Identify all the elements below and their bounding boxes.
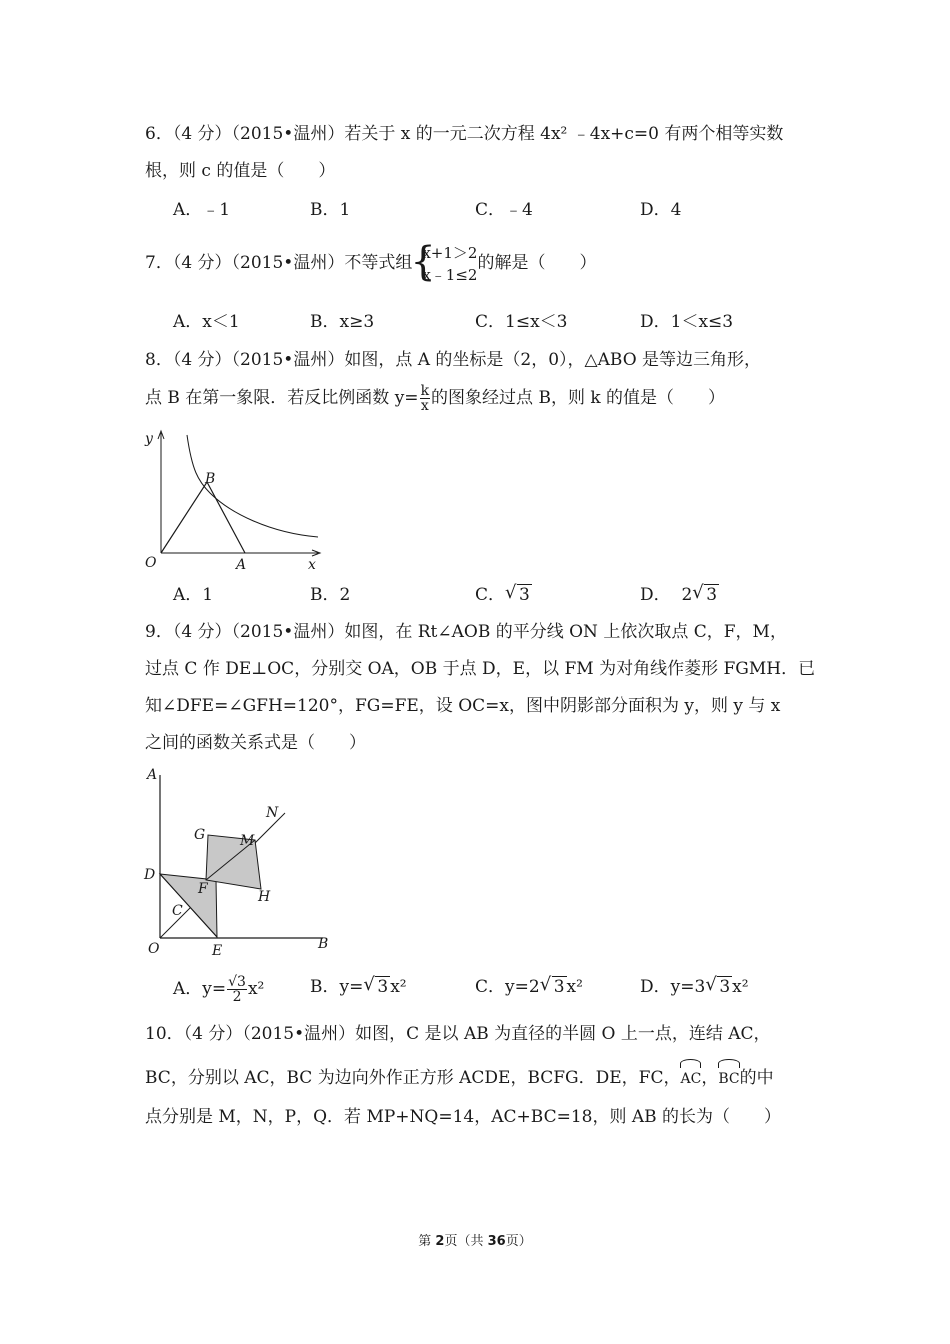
q8-option-c [475, 583, 532, 607]
sqrt-icon: √ [692, 582, 704, 603]
label-m: M [240, 833, 255, 849]
radicand: 3 [553, 977, 565, 997]
inequality-2: x﹣1≤2 [422, 265, 478, 284]
option-value: 2 [339, 585, 351, 605]
q7-option-b: B．x≥3 [310, 312, 375, 332]
q7-option-a: A．x＜1 [173, 312, 240, 332]
q8-stem-line2-prefix: 点 B 在第一象限．若反比例函数 y= [145, 388, 419, 408]
option-prefix: y=2 [505, 977, 540, 997]
q6-stem-line1: 6．（4 分）（2015•温州）若关于 x 的一元二次方程 4x² ﹣4x+c=0 有两个相等实数 [145, 124, 784, 144]
option-letter: A． [173, 585, 203, 605]
sqrt-expression [540, 975, 567, 999]
label-g: G [194, 827, 206, 843]
fraction [227, 975, 247, 1004]
q6-option-b: B．1 [310, 200, 351, 220]
q9-stem-line4: 之间的函数关系式是（ ） [145, 733, 366, 753]
footer-pre: 第 [418, 1234, 436, 1249]
radicand: 3 [519, 585, 530, 605]
radicand: 3 [706, 585, 718, 605]
sqrt-icon: √ [505, 582, 517, 603]
q7-option-c: C．1≤x＜3 [475, 312, 568, 332]
sqrt-expression [363, 975, 390, 999]
q9-option-b [310, 975, 407, 999]
label-n: N [266, 805, 279, 821]
q8-stem-line2-suffix: 的图象经过点 B，则 k 的值是（ ） [431, 388, 726, 408]
option-suffix: x² [732, 977, 749, 997]
arc-label: BC [718, 1071, 740, 1087]
inequality-1: x+1＞2 [422, 243, 478, 262]
sqrt-icon: √ [705, 974, 717, 995]
fraction-numerator: k [420, 383, 430, 399]
label-o: O [148, 941, 160, 957]
arc-icon [718, 1059, 739, 1068]
q9-figure [140, 765, 340, 960]
option-suffix: x² [566, 977, 583, 997]
label-h: H [258, 889, 271, 905]
q6-option-d: D．4 [640, 200, 682, 220]
fraction-denominator: x [420, 398, 429, 414]
option-prefix: y=3 [670, 977, 706, 997]
fraction-numerator: √3 [228, 974, 246, 990]
coefficient: 2 [681, 585, 693, 605]
arc-bc [718, 1061, 739, 1091]
page-footer [0, 1230, 950, 1249]
separator: ， [701, 1068, 719, 1088]
arc-ac [680, 1061, 701, 1091]
footer-post: 页） [505, 1234, 532, 1249]
q7-stem-suffix: 的解是（ ） [477, 253, 597, 273]
footer-total-pages: 36 [487, 1234, 506, 1249]
option-value: 1 [202, 585, 214, 605]
q8-option-d [640, 583, 719, 607]
option-letter: A． [173, 979, 203, 999]
footer-mid: 页（共 [444, 1234, 488, 1249]
q6-option-a: A．﹣1 [173, 200, 231, 220]
arc-label: AC [680, 1071, 702, 1087]
q9-stem-line3: 知∠DFE=∠GFH=120°，FG=FE，设 OC=x，图中阴影部分面积为 y，则 y 与 x [145, 696, 781, 716]
label-y: y [145, 431, 153, 447]
inequality-system [410, 238, 478, 286]
option-letter: D． [640, 585, 671, 605]
q9-option-c [475, 975, 583, 999]
option-letter: B． [310, 585, 340, 605]
label-c: C [172, 903, 183, 919]
q10-stem-line2-prefix: BC，分别以 AC，BC 为边向外作正方形 ACDE，BCFG．DE，FC， [145, 1068, 681, 1088]
option-letter: B． [310, 977, 340, 997]
option-letter: C． [475, 585, 506, 605]
label-b: B [318, 936, 329, 952]
q6-stem-line2: 根，则 c 的值是（ ） [145, 161, 336, 181]
option-prefix: y= [339, 977, 364, 997]
q9-stem-line2: 过点 C 作 DE⊥OC，分别交 OA，OB 于点 D，E，以 FM 为对角线作菱形 FGMH．已 [145, 659, 816, 679]
option-suffix: x² [247, 979, 265, 999]
q7-stem [145, 240, 596, 286]
radicand: 3 [377, 977, 389, 997]
q8-stem-line2 [145, 384, 725, 413]
q8-figure [140, 425, 330, 575]
q10-stem-line1: 10．（4 分）（2015•温州）如图，C 是以 AB 为直径的半圆 O 上一点，连结 AC， [145, 1024, 771, 1044]
q8-option-a [173, 583, 213, 607]
q10-stem-line3: 点分别是 M，N，P，Q．若 MP+NQ=14，AC+BC=18，则 AB 的长为（ ） [145, 1107, 782, 1127]
radicand: 3 [719, 977, 731, 997]
arc-icon [680, 1059, 701, 1068]
triangle-abo [161, 482, 245, 553]
sqrt-icon: √ [539, 974, 552, 995]
label-o: O [145, 555, 157, 571]
q9-option-d [640, 975, 749, 999]
q7-stem-prefix: 7．（4 分）（2015•温州）不等式组 [145, 253, 413, 273]
option-letter: D． [640, 977, 671, 997]
label-x: x [308, 557, 316, 573]
sqrt-expression [705, 975, 732, 999]
label-a: A [236, 557, 247, 573]
q7-option-d: D．1＜x≤3 [640, 312, 734, 332]
label-b: B [205, 471, 216, 487]
q8-option-b [310, 583, 350, 607]
sqrt-icon: √ [363, 974, 375, 995]
label-f: F [198, 881, 208, 897]
q10-stem-line2-suffix: 的中 [739, 1068, 774, 1088]
q9-option-a [173, 972, 264, 1006]
left-brace-icon: { [410, 238, 436, 285]
label-e: E [212, 943, 223, 959]
footer-page-number: 2 [435, 1234, 445, 1249]
label-d: D [144, 867, 156, 883]
q9-stem-line1: 9．（4 分）（2015•温州）如图，在 Rt∠AOB 的平分线 ON 上依次取点 C，F，M， [145, 622, 787, 642]
q6-option-c: C．﹣4 [475, 200, 533, 220]
fraction-k-over-x [420, 384, 430, 413]
q8-stem-line1: 8．（4 分）（2015•温州）如图，点 A 的坐标是（2，0），△ABO 是等边三角形， [145, 350, 762, 370]
sqrt-expression [505, 583, 532, 607]
fraction-denominator: 2 [232, 989, 242, 1005]
option-letter: C． [475, 977, 506, 997]
sqrt-expression [692, 583, 719, 607]
option-prefix: y= [202, 979, 227, 999]
option-suffix: x² [390, 977, 407, 997]
q10-stem-line2 [145, 1061, 774, 1091]
label-a: A [147, 767, 158, 783]
